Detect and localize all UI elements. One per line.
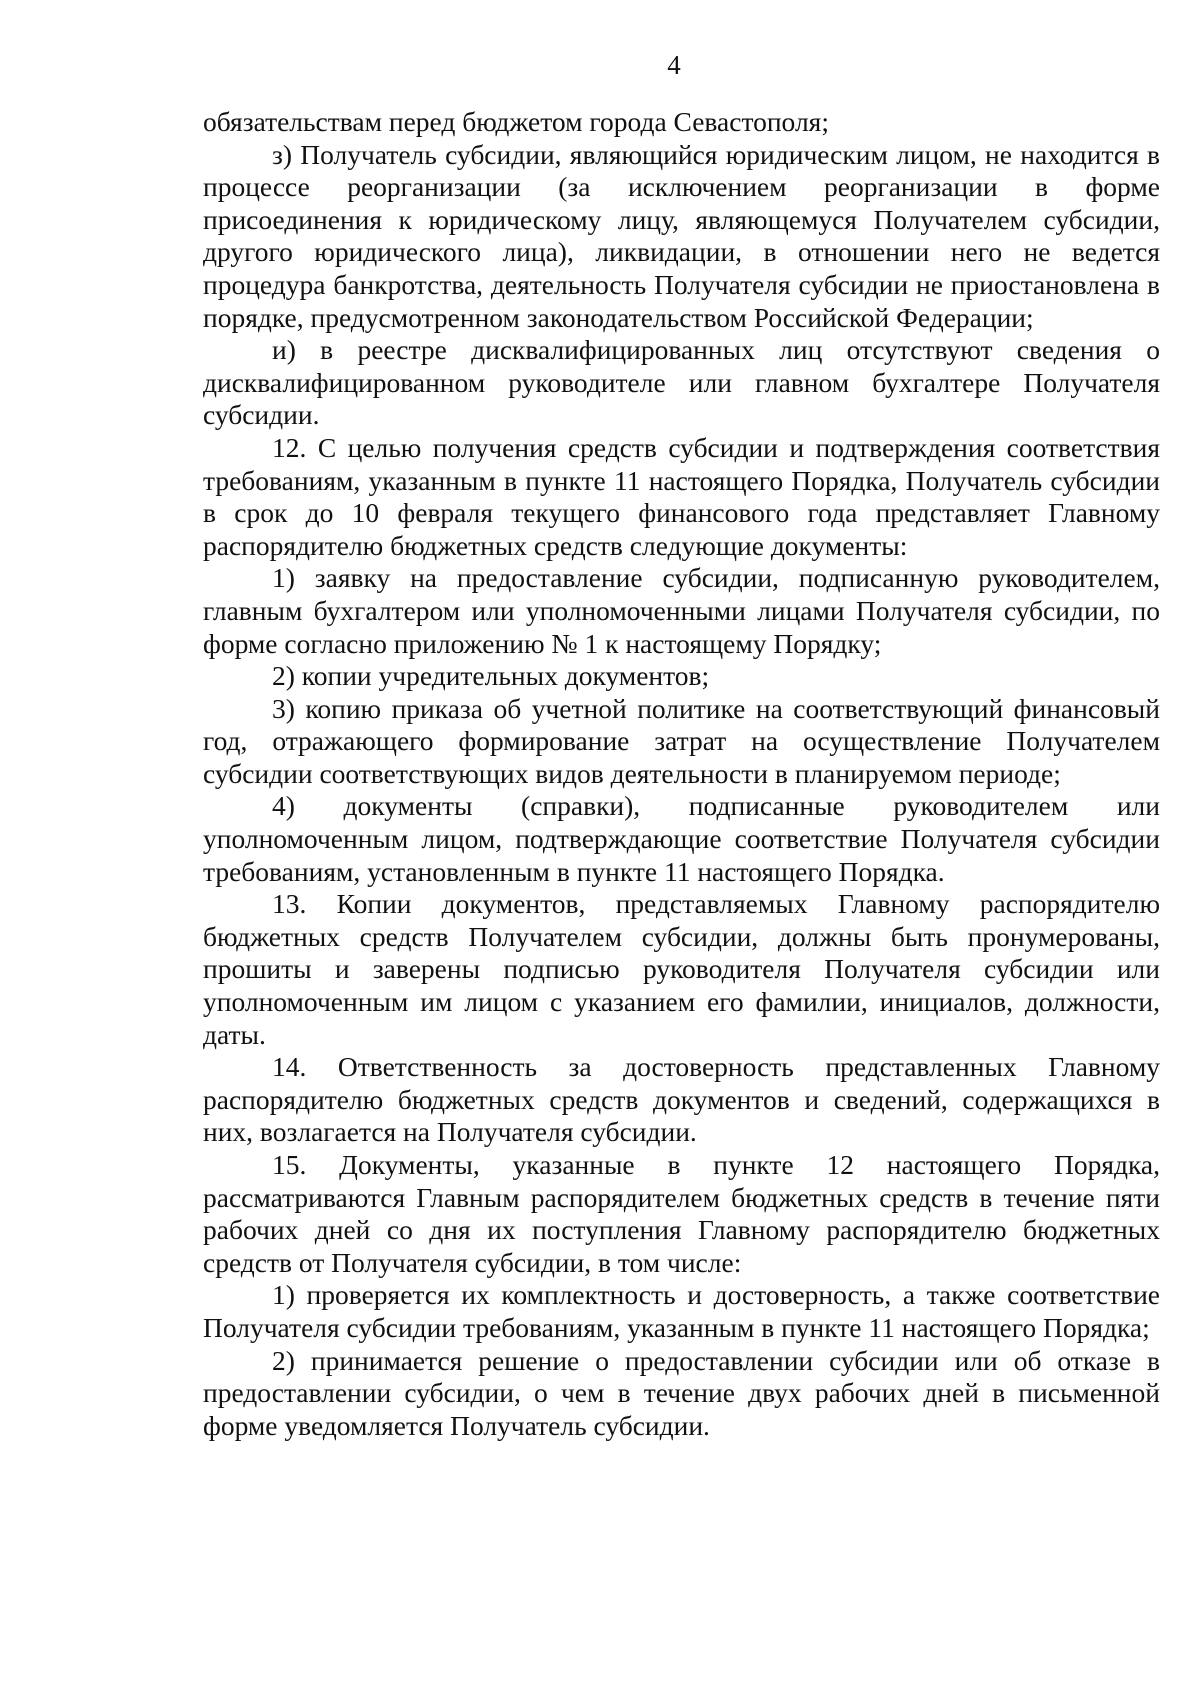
paragraph-clause-13: 13. Копии документов, представляемых Главному распорядителю бюджетных средств Получателем субсидии, должны быть пронумерованы, прошиты и заверены подписью руководителя Получателя субсидии или уполномоченным им лицом с указанием его фамилии, инициалов, должности, даты. bbox=[203, 888, 1160, 1050]
paragraph-clause-12: 12. С целью получения средств субсидии и подтверждения соответствия требованиям, указанным в пункте 11 настоящего Порядка, Получатель субсидии в срок до 10 февраля текущего финансового года представляет Главному распорядителю бюджетных средств следующие документы: bbox=[203, 431, 1160, 561]
page-number: 4 bbox=[667, 50, 681, 80]
paragraph-item-i: и) в реестре дисквалифицированных лиц отсутствуют сведения о дисквалифицированном руководителе или главном бухгалтере Получателя субсидии. bbox=[203, 334, 1160, 431]
paragraph-clause-14: 14. Ответственность за достоверность представленных Главному распорядителю бюджетных средств документов и сведений, содержащихся в них, возлагается на Получателя субсидии. bbox=[203, 1051, 1160, 1148]
paragraph-clause-15-subitem-2: 2) принимается решение о предоставлении субсидии или об отказе в предоставлении субсидии, о чем в течение двух рабочих дней в письменной форме уведомляется Получатель субсидии. bbox=[203, 1344, 1160, 1441]
paragraph-subitem-1: 1) заявку на предоставление субсидии, подписанную руководителем, главным бухгалтером или уполномоченными лицами Получателя субсидии, по форме согласно приложению № 1 к настоящему Порядку; bbox=[203, 562, 1160, 659]
paragraph-clause-15-subitem-1: 1) проверяется их комплектность и достоверность, а также соответствие Получателя субсидии требованиям, указанным в пункте 11 настоящего Порядка; bbox=[203, 1279, 1160, 1343]
document-body bbox=[203, 106, 1160, 1442]
paragraph-subitem-4: 4) документы (справки), подписанные руководителем или уполномоченным лицом, подтверждающие соответствие Получателя субсидии требованиям, установленным в пункте 11 настоящего Порядка. bbox=[203, 790, 1160, 887]
paragraph-item-z: з) Получатель субсидии, являющийся юридическим лицом, не находится в процессе реорганизации (за исключением реорганизации в форме присоединения к юридическому лицу, являющемуся Получателем субсидии, другого юридического лица), ликвидации, в отношении него не ведется процедура банкротства, деятельность Получателя субсидии не приостановлена в порядке, предусмотренном законодательством Российской Федерации; bbox=[203, 138, 1160, 333]
paragraph-clause-15: 15. Документы, указанные в пункте 12 настоящего Порядка, рассматриваются Главным распорядителем бюджетных средств в течение пяти рабочих дней со дня их поступления Главному распорядителю бюджетных средств от Получателя субсидии, в том числе: bbox=[203, 1149, 1160, 1278]
paragraph-continuation: обязательствам перед бюджетом города Севастополя; bbox=[203, 106, 829, 137]
paragraph-subitem-3: 3) копию приказа об учетной политике на соответствующий финансовый год, отражающего формирование затрат на осуществление Получателем субсидии соответствующих видов деятельности в планируемом периоде; bbox=[203, 692, 1160, 789]
paragraph-subitem-2: 2) копии учредительных документов; bbox=[272, 660, 710, 692]
